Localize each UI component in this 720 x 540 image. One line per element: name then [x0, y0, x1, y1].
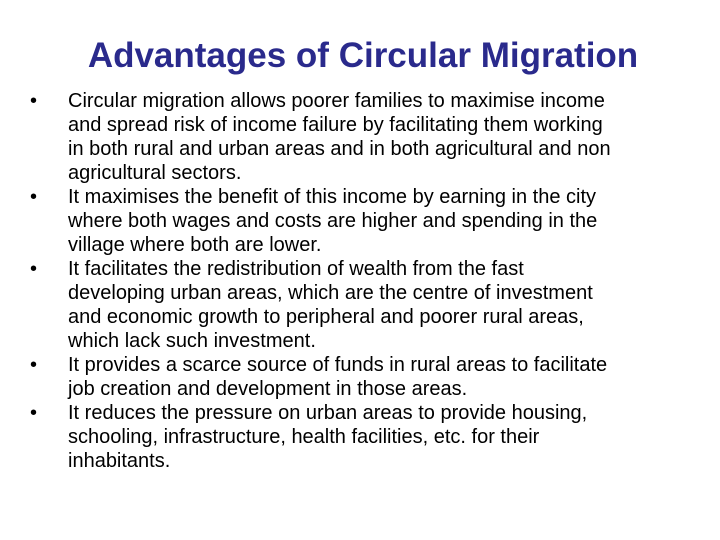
- bullet-point-icon: •: [30, 354, 38, 376]
- bullet-line: It facilitates the redistribution of wealth from the fast: [68, 258, 524, 280]
- bullet-line: developing urban areas, which are the centre of investment: [68, 282, 593, 304]
- bullet-item: [30, 185, 700, 257]
- bullet-item: [30, 353, 700, 401]
- bullet-line: and economic growth to peripheral and poorer rural areas,: [68, 306, 584, 328]
- bullet-line: village where both are lower.: [68, 234, 322, 256]
- bullet-item: [30, 401, 700, 473]
- bullet-point-icon: •: [30, 90, 38, 112]
- bullet-line: where both wages and costs are higher and spending in the: [68, 210, 598, 232]
- bullet-point-icon: •: [30, 258, 38, 280]
- bullet-line: and spread risk of income failure by facilitating them working: [68, 114, 603, 136]
- bullet-list: [30, 89, 700, 473]
- bullet-line: It maximises the benefit of this income by earning in the city: [68, 186, 597, 208]
- slide-title: Advantages of Circular Migration: [87, 36, 639, 75]
- bullet-line: Circular migration allows poorer families to maximise income: [68, 90, 605, 112]
- bullet-line: schooling, infrastructure, health facilities, etc. for their: [68, 426, 540, 448]
- bullet-line: agricultural sectors.: [68, 162, 242, 184]
- bullet-point-icon: •: [30, 186, 38, 208]
- bullet-line: It reduces the pressure on urban areas to provide housing,: [68, 402, 588, 424]
- bullet-item: [30, 257, 700, 353]
- bullet-point-icon: •: [30, 402, 38, 424]
- bullet-line: job creation and development in those areas.: [68, 378, 468, 400]
- bullet-line: which lack such investment.: [68, 330, 316, 352]
- bullet-line: It provides a scarce source of funds in rural areas to facilitate: [68, 354, 608, 376]
- bullet-line: inhabitants.: [68, 450, 171, 472]
- bullet-item: [30, 89, 700, 185]
- bullet-line: in both rural and urban areas and in both agricultural and non: [68, 138, 611, 160]
